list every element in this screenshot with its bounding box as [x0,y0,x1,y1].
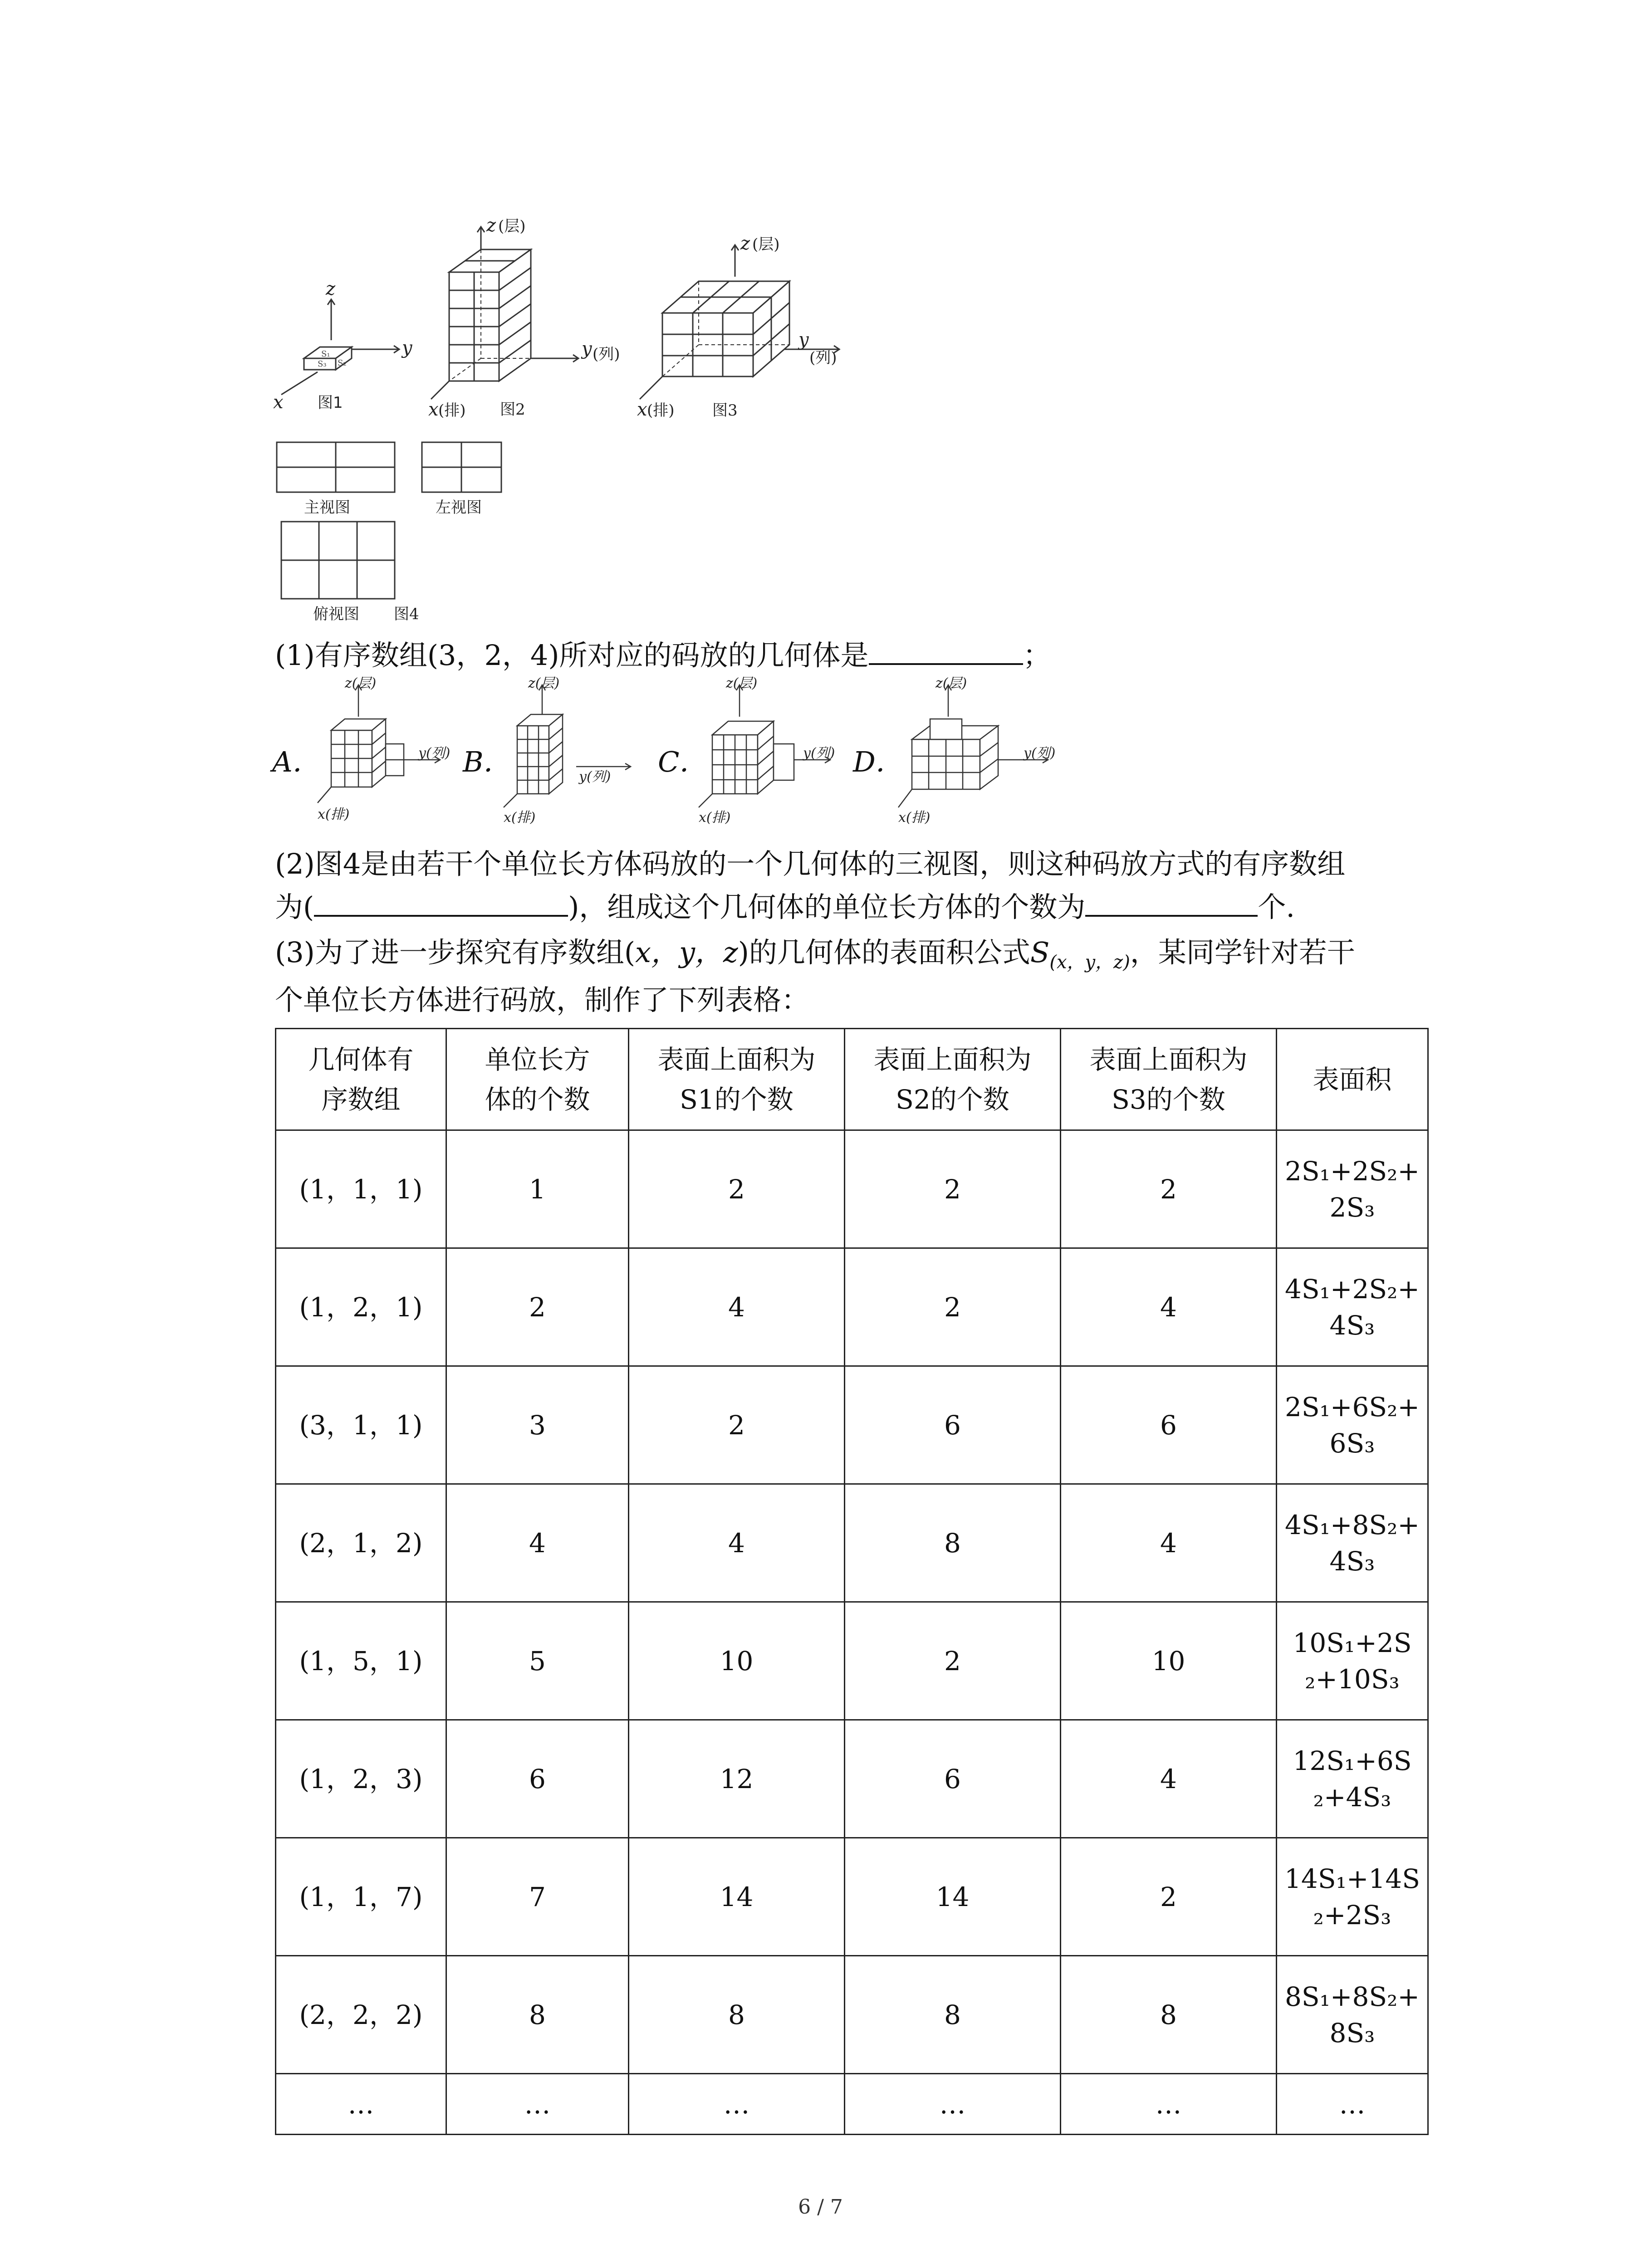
option-a-z-label: z(层) [345,676,377,691]
figure-3 [626,227,853,426]
fig2-y-note: (列) [593,345,620,363]
table-row [276,1484,1428,1602]
q3-s-subscript: (x，y，z) [1049,952,1130,973]
fig3-z-label: z [740,233,750,254]
cell-n1: 12 [629,1720,845,1838]
cell-count: 2 [446,1248,629,1366]
cell-ellipsis: … [1061,2074,1277,2135]
option-c-z-label: z(层) [726,676,758,691]
table-row [276,1720,1428,1838]
q2-line-1: (2)图4是由若干个单位长方体码放的一个几何体的三视图，则这种码放方式的有序数组 [275,847,1346,880]
cell-n1: 14 [629,1838,845,1956]
option-c-x-label: x(排) [699,810,731,826]
cell-n3: 10 [1061,1602,1277,1720]
fig3-x-label: x [637,399,647,420]
cell-n2: 2 [845,1248,1061,1366]
fig2-y-label: y [582,338,592,359]
option-d-figure[interactable] [894,676,1084,826]
table-row [276,1602,1428,1720]
option-c-y-label: y(列) [803,745,835,761]
fig1-face-s3: S₃ [318,359,327,369]
table-row [276,1130,1428,1248]
q2-line2-a: 为( [275,890,314,924]
q2-count-blank[interactable] [1085,910,1258,917]
q3-line1-a: (3)为了进一步探究有序数组( [275,936,636,969]
q1-text: (1)有序数组(3，2，4)所对应的码放的几何体是 [275,639,869,672]
cell-ellipsis: … [276,2074,446,2135]
cell-n1: 2 [629,1366,845,1484]
fig3-x-note: (排) [647,401,675,420]
fig2-z-label: z [486,215,496,236]
option-c-figure[interactable] [694,676,857,826]
cell-area: 12S₁+6S ₂+4S₃ [1277,1720,1428,1838]
figure-4 [272,435,526,631]
cell-count: 7 [446,1838,629,1956]
q3-line1-c: ，某同学针对若干 [1130,936,1355,969]
cell-ellipsis: … [1277,2074,1428,2135]
fig3-y-label: y [798,329,809,350]
cell-tuple: (1，5，1) [276,1602,446,1720]
cell-count: 5 [446,1602,629,1720]
cell-tuple: (1，1，1) [276,1130,446,1248]
cell-count: 3 [446,1366,629,1484]
cell-count: 6 [446,1720,629,1838]
cell-area: 10S₁+2S ₂+10S₃ [1277,1602,1428,1720]
fig4-top-view-label: 俯视图 [313,605,359,623]
cell-tuple: (1，2，3) [276,1720,446,1838]
cell-n1: 8 [629,1956,845,2074]
fig1-z-label: z [326,281,336,299]
cell-tuple: (2，2，2) [276,1956,446,2074]
figure-2 [422,213,635,422]
cell-ellipsis: … [845,2074,1061,2135]
option-b-x-label: x(排) [504,810,536,826]
q2-line-2 [275,887,1295,928]
option-b-y-label: y(列) [579,769,611,785]
cell-n2: 8 [845,1484,1061,1602]
cell-ellipsis: … [446,2074,629,2135]
cell-n3: 2 [1061,1130,1277,1248]
fig2-x-label: x [428,399,439,420]
cell-ellipsis: … [629,2074,845,2135]
header-count: 单位长方 体的个数 [446,1029,629,1130]
header-s1: 表面上面积为 S1的个数 [629,1029,845,1130]
cell-n2: 2 [845,1602,1061,1720]
fig4-front-view-label: 主视图 [304,499,350,517]
cell-area: 14S₁+14S ₂+2S₃ [1277,1838,1428,1956]
option-d-y-label: y(列) [1024,745,1056,761]
table-row [276,1956,1428,2074]
q1-line [275,635,1051,676]
fig4-left-view-label: 左视图 [436,499,482,517]
cell-n3: 4 [1061,1720,1277,1838]
cell-n3: 4 [1061,1248,1277,1366]
cell-area: 4S₁+2S₂+ 4S₃ [1277,1248,1428,1366]
option-b-z-label: z(层) [528,676,560,691]
q3-line-1 [275,932,1355,982]
fig2-caption: 图2 [500,401,525,419]
cell-area: 8S₁+8S₂+ 8S₃ [1277,1956,1428,2074]
fig3-z-note: (层) [752,235,780,254]
cell-tuple: (2，1，2) [276,1484,446,1602]
cell-n3: 8 [1061,1956,1277,2074]
header-area: 表面积 [1277,1029,1428,1130]
q3-vars: x，y，z [635,936,738,969]
cell-n3: 2 [1061,1838,1277,1956]
cell-tuple: (3，1，1) [276,1366,446,1484]
cell-n3: 6 [1061,1366,1277,1484]
fig1-caption: 图1 [318,394,343,412]
fig2-z-note: (层) [498,217,526,235]
fig2-x-note: (排) [438,401,466,420]
q1-answer-blank[interactable] [869,659,1023,665]
option-a-label[interactable]: A． [272,745,321,778]
fig3-caption: 图3 [712,401,738,420]
option-b-figure[interactable] [499,676,653,826]
cell-n2: 14 [845,1838,1061,1956]
header-s2: 表面上面积为 S2的个数 [845,1029,1061,1130]
fig1-x-label: x [273,392,284,413]
header-tuple: 几何体有 序数组 [276,1029,446,1130]
cell-n1: 2 [629,1130,845,1248]
cell-area: 2S₁+2S₂+ 2S₃ [1277,1130,1428,1248]
cell-area: 4S₁+8S₂+ 4S₃ [1277,1484,1428,1602]
cell-count: 4 [446,1484,629,1602]
option-d-z-label: z(层) [936,676,967,691]
cell-n2: 6 [845,1720,1061,1838]
cell-n1: 4 [629,1248,845,1366]
cell-tuple: (1，2，1) [276,1248,446,1366]
fig1-face-s1: S₁ [321,349,330,359]
table-row [276,1248,1428,1366]
option-b-label[interactable]: B． [463,745,512,778]
q1-end: ； [1023,639,1051,672]
table-ellipsis-row [276,2074,1428,2135]
fig4-caption: 图4 [394,605,419,623]
option-d-x-label: x(排) [898,810,931,826]
page-number: 6 / 7 [798,2195,843,2219]
table-row [276,1366,1428,1484]
cell-n1: 10 [629,1602,845,1720]
surface-area-table [275,1028,1429,2135]
q2-tuple-blank[interactable] [314,910,568,917]
cell-area: 2S₁+6S₂+ 6S₃ [1277,1366,1428,1484]
cell-count: 8 [446,1956,629,2074]
cell-count: 1 [446,1130,629,1248]
fig1-face-s2: S₂ [338,358,347,368]
option-c-label[interactable]: C． [658,745,708,778]
q3-s-symbol: S [1030,936,1050,969]
q2-line2-b: )，组成这个几何体的单位长方体的个数为 [568,890,1086,924]
q3-line-2: 个单位长方体进行码放，制作了下列表格： [275,983,810,1017]
option-a-x-label: x(排) [318,807,350,822]
cell-n2: 2 [845,1130,1061,1248]
q3-line1-b: )的几何体的表面积公式 [738,936,1030,969]
q2-line2-c: 个. [1258,890,1295,924]
option-a-figure[interactable] [313,676,467,826]
cell-n3: 4 [1061,1484,1277,1602]
fig3-y-note: (列) [809,349,837,367]
cell-n1: 4 [629,1484,845,1602]
q1-options [272,676,1134,830]
table-header-row [276,1029,1428,1130]
cell-n2: 6 [845,1366,1061,1484]
option-a-y-label: y(列) [418,745,451,761]
header-s3: 表面上面积为 S3的个数 [1061,1029,1277,1130]
option-d-label[interactable]: D． [853,745,904,778]
table-row [276,1838,1428,1956]
cell-tuple: (1，1，7) [276,1838,446,1956]
fig1-y-label: y [402,337,412,358]
cell-n2: 8 [845,1956,1061,2074]
